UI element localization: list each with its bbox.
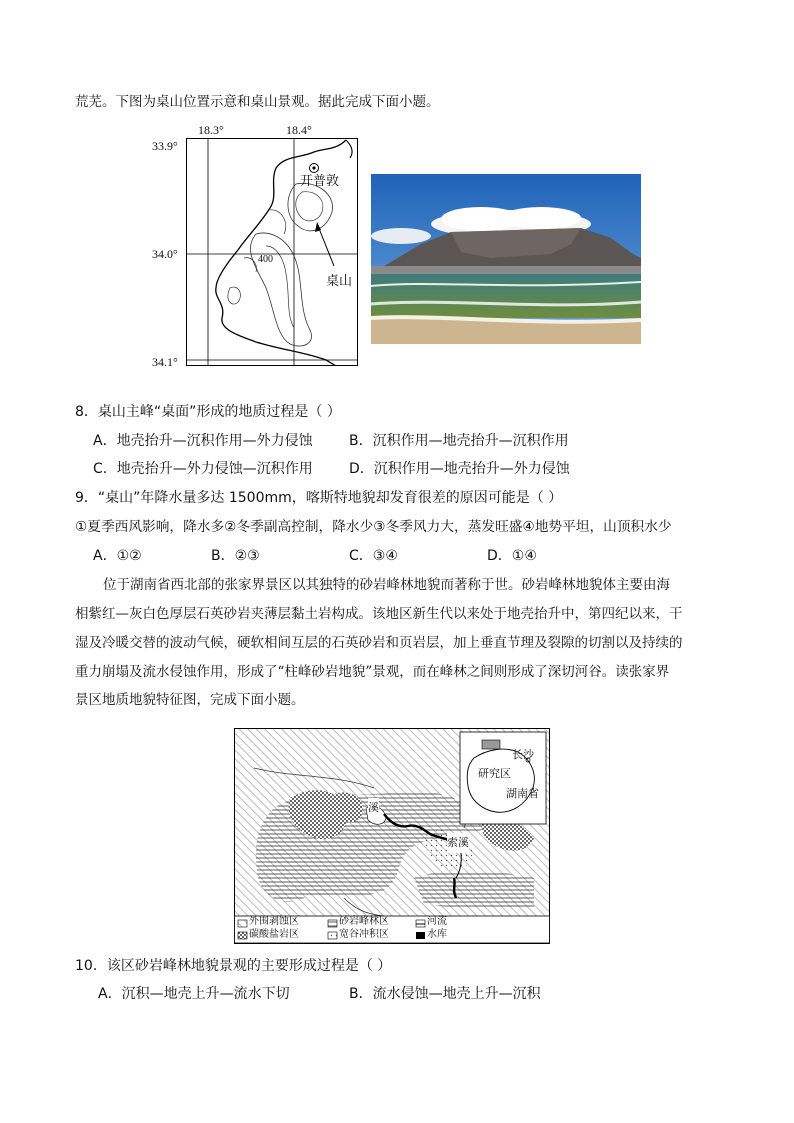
- q10-stem: 10．该区砂岩峰林地貌景观的主要形成过程是（ ）: [75, 958, 392, 974]
- stream-label: 溪: [368, 798, 379, 818]
- legend-river-label: 河流: [427, 916, 447, 927]
- city-label-capetown: 开普敦: [300, 174, 340, 189]
- passage-line: 景区地质地貌特征图，完成下面小题。: [75, 692, 305, 708]
- q8-stem: 8．桌山主峰“桌面”形成的地质过程是（ ）: [75, 404, 341, 420]
- q10-option-a[interactable]: A．沉积—地壳上升—流水下切: [98, 986, 290, 1002]
- inset-province-label: 湖南省: [506, 787, 539, 800]
- legend-erosion-label: 外围剥蚀区: [249, 916, 299, 927]
- legend-carbonate-label: 碳酸盐岩区: [249, 929, 299, 940]
- inset-study-area-label: 研究区: [478, 767, 511, 780]
- inset-city-label: 长沙: [512, 748, 534, 761]
- q9-stem: 9．“桌山”年降水量多达 1500mm，喀斯特地貌却发育很差的原因可能是（ ）: [75, 490, 563, 506]
- legend-alluvial-label: 宽谷冲积区: [339, 929, 389, 940]
- intro-text: 荒芜。下图为桌山位置示意和桌山景观。据此完成下面小题。: [75, 94, 440, 110]
- map2-frame: [234, 728, 550, 944]
- lat-label-bottom: 34.1°: [152, 355, 178, 369]
- q9-option-d[interactable]: D．①④: [487, 548, 537, 564]
- q9-option-c[interactable]: C．③④: [349, 548, 398, 564]
- lon-label-right: 18.4°: [286, 123, 312, 137]
- q8-option-b[interactable]: B．沉积作用—地壳抬升—沉积作用: [349, 433, 569, 449]
- lat-label-top: 33.9°: [152, 139, 178, 153]
- table-mountain-photo: [371, 174, 641, 344]
- legend-sandstone-label: 砂岩峰林区: [339, 916, 389, 927]
- q8-option-a[interactable]: A．地壳抬升—沉积作用—外力侵蚀: [93, 433, 313, 449]
- mountain-label: 桌山: [326, 274, 353, 289]
- q8-option-c[interactable]: C．地壳抬升—外力侵蚀—沉积作用: [93, 461, 313, 477]
- passage-line: 湿及冷暖交替的波动气候，硬软相间互层的石英砂岩和页岩层，加上垂直节理及裂隙的切割以及持续的: [75, 635, 683, 651]
- lon-label-left: 18.3°: [198, 123, 224, 137]
- q9-option-a[interactable]: A．①②: [93, 548, 142, 564]
- q10-option-b[interactable]: B．流水侵蚀—地壳上升—沉积: [349, 986, 541, 1002]
- lat-label-mid: 34.0°: [152, 247, 178, 261]
- q9-items: ①夏季西风影响，降水多②冬季副高控制，降水少③冬季风力大，蒸发旺盛④地势平坦，山顶积水少: [75, 519, 672, 535]
- suoxi-stream-label: 索溪: [447, 833, 469, 853]
- q8-option-d[interactable]: D．沉积作用—地壳抬升—外力侵蚀: [349, 461, 570, 477]
- passage-line: 位于湖南省西北部的张家界景区以其独特的砂岩峰林地貌而著称于世。砂岩峰林地貌体主要由海: [103, 577, 670, 593]
- q9-option-b[interactable]: B．②③: [211, 548, 260, 564]
- legend-reservoir-label: 水库: [427, 929, 447, 940]
- contour-label: 400: [258, 254, 273, 265]
- passage-line: 相紫红—灰白色厚层石英砂岩夹薄层黏土岩构成。该地区新生代以来处于地壳抬升中，第四纪以来，干: [75, 606, 683, 622]
- passage-line: 重力崩塌及流水侵蚀作用，形成了“柱峰砂岩地貌”景观，而在峰林之间则形成了深切河谷。读张家界: [75, 664, 670, 680]
